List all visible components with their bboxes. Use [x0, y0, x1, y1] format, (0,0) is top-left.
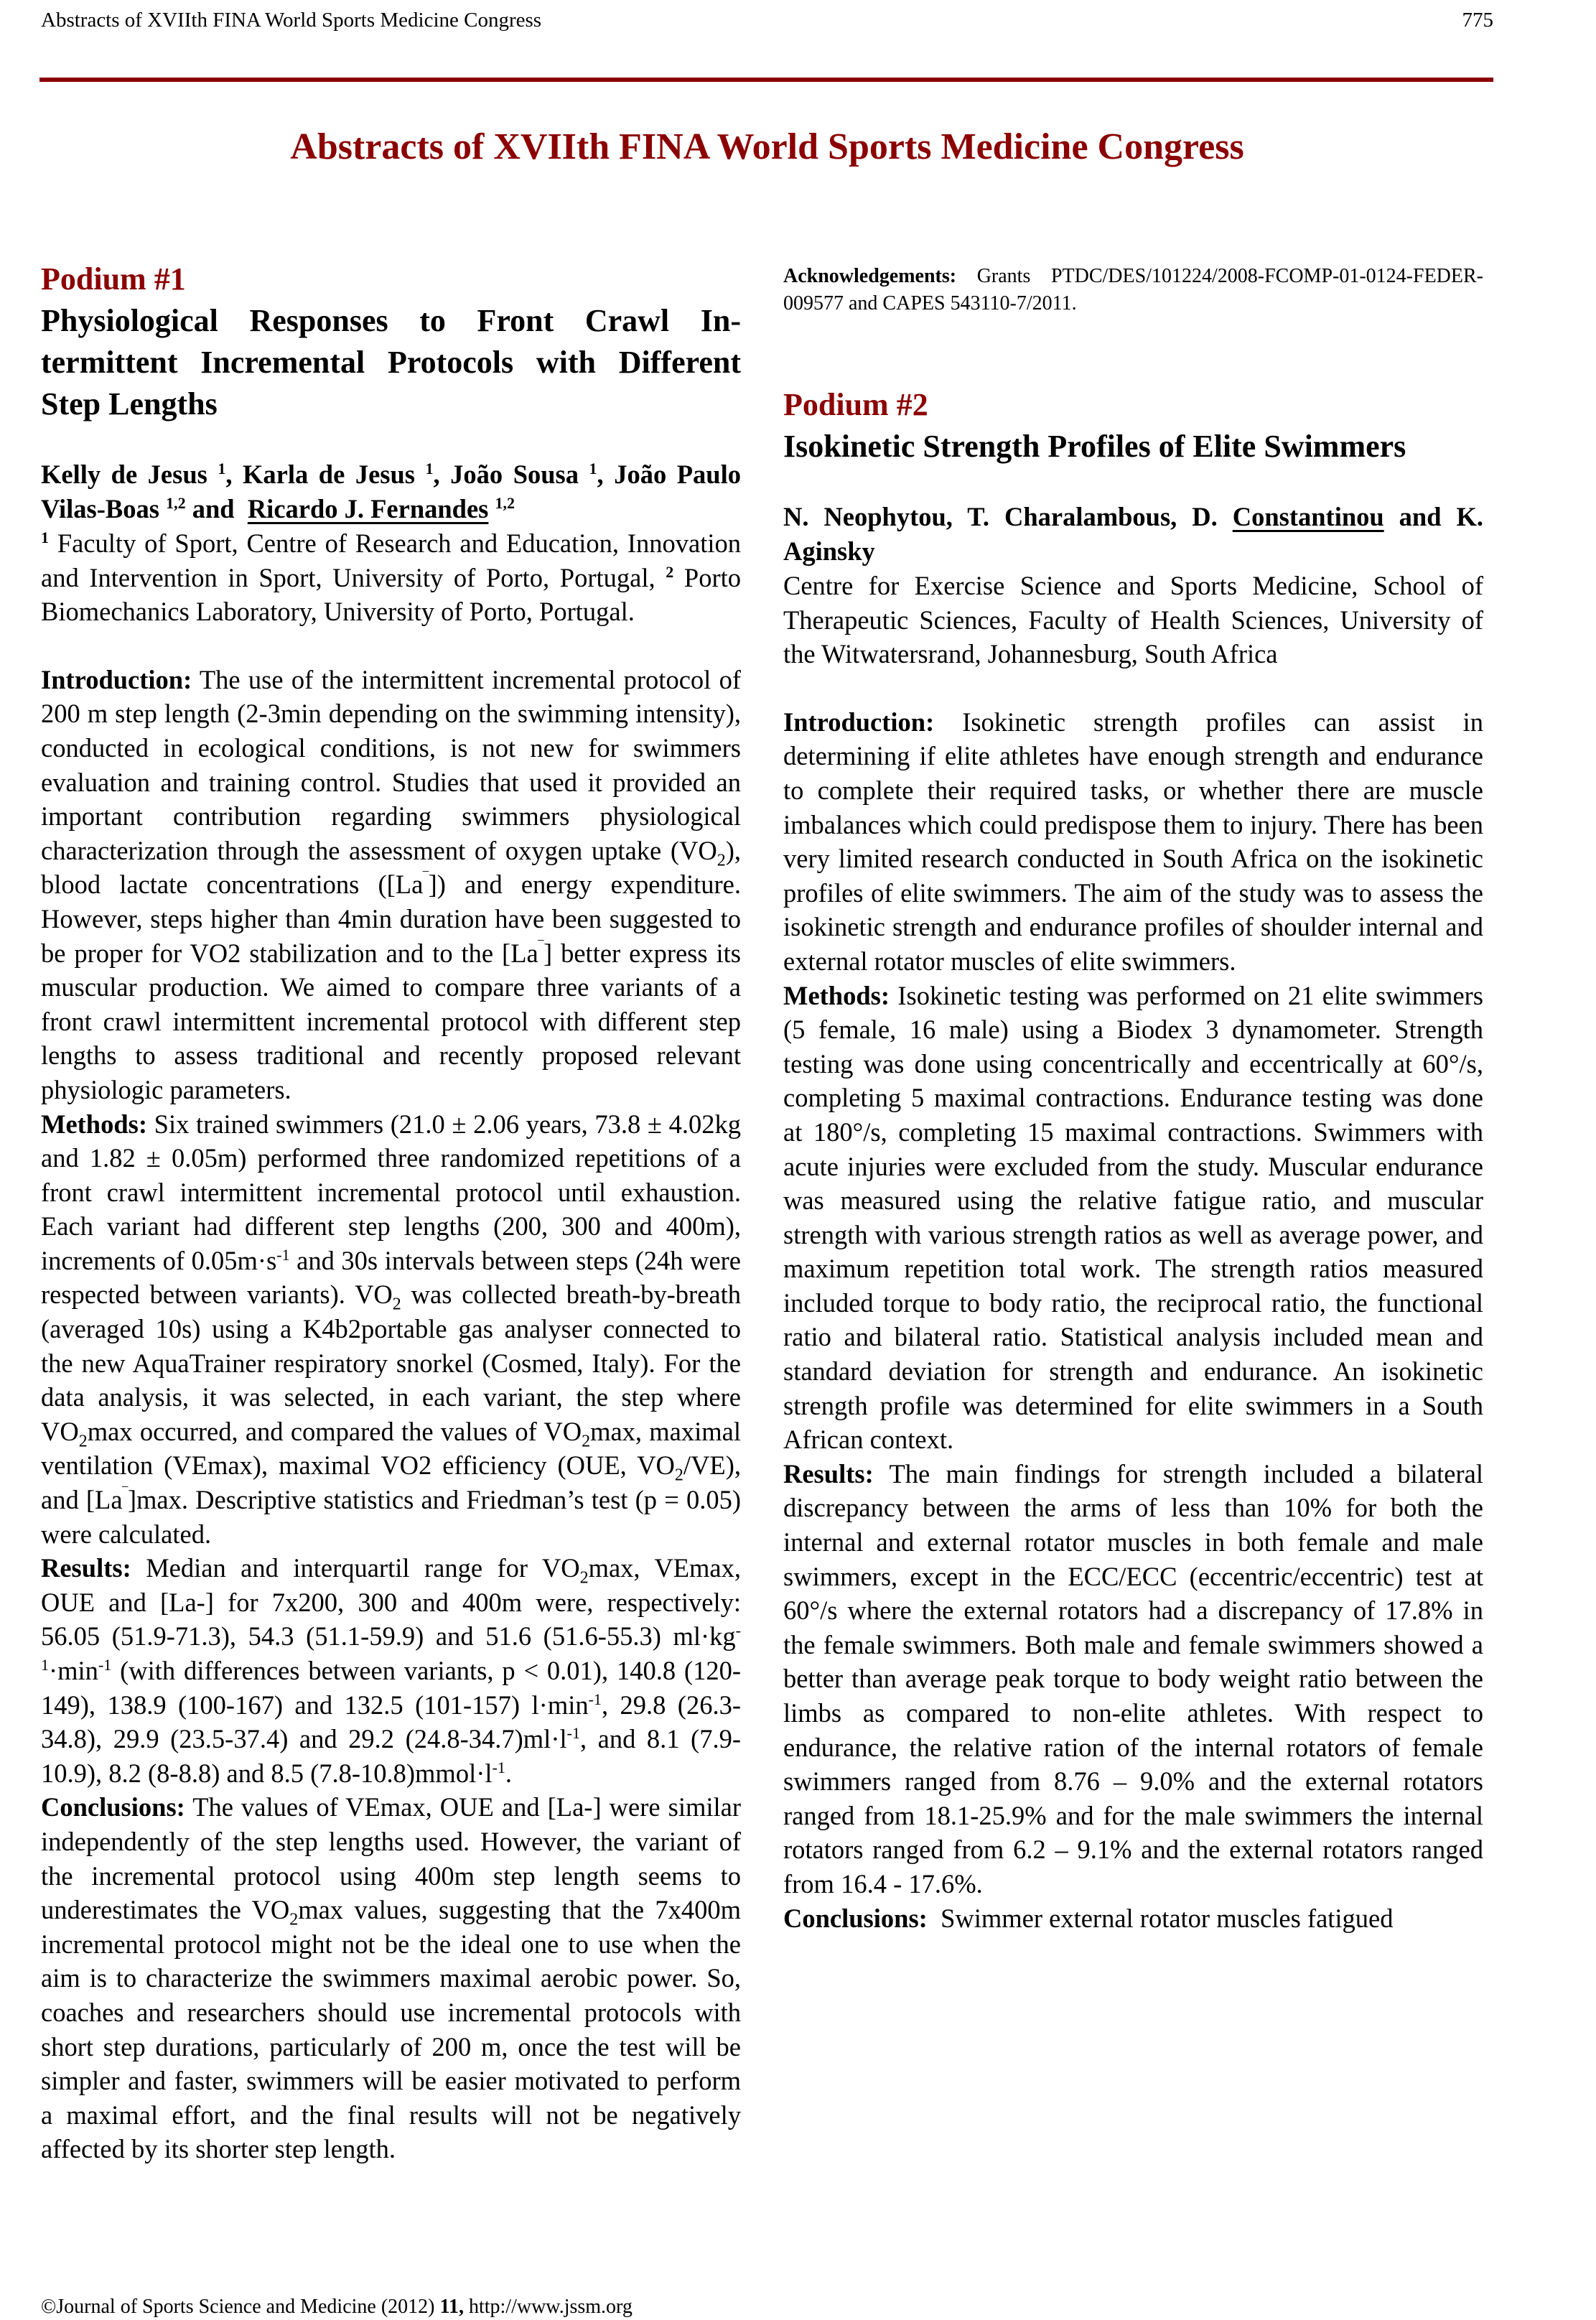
author-name: Karla de Jesus — [243, 460, 415, 489]
subscript: 2 — [582, 1432, 591, 1451]
podium-2-affiliation: Centre for Exercise Science and Sports Medicine, School of Therapeutic Sciences, Faculty of Health Sciences, University of the Witwatersrand, Johannesburg, South Africa — [783, 571, 1483, 669]
author-conjunction: and — [192, 494, 235, 523]
section-label: Results: — [41, 1553, 131, 1583]
affiliation-sup: 2 — [666, 562, 674, 581]
body-text: (with differences between variants, p < 0.01), 140.8 (120-149), 138.9 (100-167) and 132.5 (101-157) l·min — [41, 1656, 741, 1720]
left-column — [41, 260, 741, 2166]
author-affiliation-sup: 1 — [218, 459, 226, 477]
body-text: max, maximal ventilation (VEmax), maximal VO2 efficiency (OUE, VO — [41, 1416, 742, 1481]
body-text: , and 8.1 (7.9-10.9), 8.2 (8-8.8) and 8.5 (7.8-10.8)mmol·l — [41, 1724, 741, 1788]
header-rule — [39, 78, 1493, 82]
running-head — [41, 6, 1493, 34]
podium-1-methods — [41, 1107, 741, 1552]
section-spacer — [783, 317, 1483, 386]
presenting-author-name: Ricardo J. Fernandes — [247, 494, 489, 523]
running-head-title: Abstracts of XVIIth FINA World Sports Medicine Congress — [41, 9, 542, 32]
section-label: Conclusions: — [783, 1903, 928, 1933]
superscript: -1 — [588, 1690, 602, 1708]
superscript: -1 — [41, 1621, 741, 1674]
body-text: Swimmer external rotator muscles fatigued — [941, 1903, 1394, 1933]
body-text: max occurred, and compared the values of VO — [87, 1416, 582, 1446]
podium-1-conclusions — [41, 1790, 741, 2166]
author-affiliation-sup: 1,2 — [495, 493, 515, 512]
subscript: 2 — [289, 1910, 299, 1929]
superscript: -1 — [98, 1655, 112, 1674]
section-label: Methods: — [41, 1109, 148, 1139]
author-name: N. Neophytou, T. Charalambous, D. — [783, 502, 1218, 531]
podium-2-results — [783, 1457, 1483, 1901]
author-affiliation-sup: 1,2 — [166, 493, 186, 512]
presenting-author-name: Constantinou — [1232, 502, 1384, 531]
body-text: max, VEmax, OUE and [La-] for 7x200, 300 and 400m were, respectively: 56.05 (51.9-71.3), 54.3 (51.1-59.9) and 51.6 (51.6-55.3) ml·kg — [41, 1553, 741, 1652]
podium-1-results — [41, 1551, 741, 1790]
page-title: Abstracts of XVIIth FINA World Sports Medicine Congress — [290, 126, 1244, 167]
body-text: Isokinetic testing was performed on 21 elite swimmers (5 female, 16 male) using a Biodex 3 dynamometer. Strength testing was done using concentrically and eccentrically at 60°/s, completing 5 maximal contractions. Endurance testing was done at 180°/s, completing 15 maximal contractions. Swimmers with acute injuries were excluded from the study. Muscular endurance was measured using the relative fatigue ratio, and muscular strength with various strength ratios as well as average power, and maximum repetition total work. The strength ratios measured included torque to body ratio, the reciprocal ratio, the functional ratio and bilateral ratio. Statistical analysis included mean and standard deviation for strength and endurance. An isokinetic strength profile was determined for elite swimmers in a South African context. — [783, 980, 1483, 1455]
body-text: ] better express its muscular production. We aimed to compare three variants of a front crawl intermittent incremental protocol with different step lengths to assess traditional and recently proposed relevant physiologic parameters. — [41, 938, 741, 1104]
subscript: 2 — [579, 1568, 589, 1588]
body-text: and 30s intervals between steps (24h were respected between variants). VO — [41, 1245, 742, 1310]
superscript: ‾ — [423, 870, 429, 888]
body-text: . — [505, 1758, 512, 1788]
podium-2-methods — [783, 979, 1483, 1457]
podium-1-affiliations — [41, 526, 741, 629]
author-name: K. Aginsky — [783, 502, 1484, 566]
section-label: Results: — [783, 1458, 874, 1489]
superscript: -1 — [566, 1724, 580, 1743]
body-text: , 29.8 (26.3-34.8), 29.9 (23.5-37.4) and 29.2 (24.8-34.7)ml·l — [41, 1690, 741, 1754]
body-text: ), blood lactate concentrations ([La — [41, 835, 741, 900]
page-number: 775 — [1462, 9, 1493, 32]
subscript: 2 — [78, 1432, 88, 1451]
podium-1-acknowledgements — [783, 263, 1483, 317]
body-text: max values, suggesting that the 7x400m incremental protocol might not be the ideal one to use when the aim is to characterize the swimmers maximal aerobic power. So, coaches and researchers should use incremental protocols with short step durations, particularly of 200 m, once the test will be simpler and faster, swimmers will be easier motivated to perform a maximal effort, and the final results will not be negatively affected by its shorter step length. — [41, 1895, 741, 2164]
author-affiliation-sup: 1 — [425, 459, 434, 477]
section-label: Acknowledgements: — [783, 265, 957, 287]
subscript: 2 — [674, 1466, 683, 1485]
superscript: ‾ — [538, 938, 544, 956]
author-affiliation-sup: 1 — [589, 459, 597, 477]
body-text: ]) and energy expenditure. However, steps higher than 4min duration have been suggested to be proper for VO2 stabilization and to the [La — [41, 870, 741, 968]
body-text: The values of VEmax, OUE and [La-] were similar independently of the step lengths used. However, the variant of the incremental protocol using 400m step length seems to underestimates the VO — [41, 1792, 741, 1925]
page-footer — [41, 2294, 633, 2320]
acknowledgements-text: Grants PTDC/DES/101224/2008-FCOMP-01-0124-FEDER-009577 and CAPES 543110-7/2011. — [783, 265, 1483, 315]
podium-2-authors — [783, 500, 1483, 569]
podium-2-conclusions — [783, 1901, 1483, 1936]
footer-volume: 11, — [439, 2296, 464, 2318]
body-text: ·min — [49, 1656, 98, 1685]
affiliation-text: Faculty of Sport, Centre of Research and Education, Innovation and Intervention in Sport, University of Porto, Portugal, — [41, 528, 741, 592]
author-conjunction: and — [1399, 502, 1442, 531]
body-text: The use of the intermittent incremental protocol of 200 m step length (2-3min depending on the swimming intensity), conducted in ecological conditions, is not new for swimmers evaluation and training control. Studies that used it provided an important contribution regarding swimmers physiological characterization through the assessment of oxygen uptake (VO — [41, 664, 741, 865]
section-label: Introduction: — [41, 664, 192, 694]
superscript: -1 — [276, 1245, 290, 1264]
subscript: 2 — [717, 851, 726, 870]
section-label: Conclusions: — [41, 1792, 185, 1822]
superscript: ‾ — [122, 1484, 128, 1503]
body-text: ]max. Descriptive statistics and Friedman’s test (p = 0.05) were calculated. — [41, 1485, 741, 1549]
author-name: João Sousa — [450, 460, 579, 489]
author-name: Kelly de Jesus — [41, 460, 207, 489]
podium-1-label: Podium #1 — [41, 261, 186, 297]
superscript: -1 — [492, 1758, 505, 1776]
footer-journal: ©Journal of Sports Science and Medicine (2012) — [41, 2296, 435, 2318]
footer-url[interactable]: http://www.jssm.org — [468, 2296, 633, 2318]
podium-2-introduction — [783, 705, 1483, 979]
podium-2-label: Podium #2 — [783, 387, 928, 422]
affiliation-sup: 1 — [41, 528, 49, 546]
body-text: Six trained swimmers (21.0 ± 2.06 years, 73.8 ± 4.02kg and 1.82 ± 0.05m) performed three randomized repetitions of a front crawl intermittent incremental protocol until exhaustion. Each variant had different step lengths (200, 300 and 400m), increments of 0.05m·s — [41, 1109, 741, 1275]
section-label: Methods: — [783, 980, 890, 1010]
affiliation-text: Porto Biomechanics Laboratory, University of Porto, Portugal. — [41, 562, 742, 627]
body-text: Isokinetic strength profiles can assist in determining if elite athletes have enough strength and endurance to complete their required tasks, or whether there are muscle imbalances which could predispose them to injury. There has been very limited research conducted in South Africa on the isokinetic profiles of elite swimmers. The aim of the study was to assess the isokinetic strength and endurance profiles of shoulder internal and external rotator muscles of elite swimmers. — [783, 707, 1483, 976]
podium-1-introduction — [41, 663, 741, 1107]
section-label: Introduction: — [783, 707, 935, 737]
subscript: 2 — [392, 1295, 401, 1314]
author-name: João Paulo Vilas-Boas — [41, 460, 741, 523]
right-column — [783, 263, 1483, 1935]
body-text: The main findings for strength included a bilateral discrepancy between the arms of less than 10% for both the internal and external rotator muscles in both female and male swimmers, except in the ECC/ECC (eccentric/eccentric) test at 60°/s where the external rotators had a discrepancy of 17.8% in the female swimmers. Both male and female swimmers showed a better than average peak torque to body weight ratio between the limbs as compared to non-elite athletes. With respect to endurance, the relative ration of the internal rotators of female swimmers ranged from 8.76 – 9.0% and the external rotators ranged from 18.1-25.9% and for the male swimmers the internal rotators ranged from 6.2 – 9.1% and the external rotators ranged from 16.4 - 17.6%. — [783, 1458, 1483, 1899]
body-text: was collected breath-by-breath (averaged 10s) using a K4b2portable gas analyser connected to the new AquaTrainer respiratory snorkel (Cosmed, Italy). For the data analysis, it was selected, in each variant, the step where VO — [41, 1280, 741, 1446]
podium-1-authors: Kelly de Jesus $^1$, Karla de Jesus $^1$, João Sousa $^1$, João Paulo Vilas-Boas $^{1,2}$ and Ricardo J. Fernandes $^{1,2}$ — [41, 459, 741, 523]
body-text: /VE), and [La — [41, 1450, 741, 1515]
podium-2-title: Isokinetic Strength Profiles of Elite Swimmers — [783, 429, 1406, 464]
body-text: Median and interquartil range for VO — [146, 1553, 580, 1583]
podium-1-title: Physiological Responses to Front Crawl Intermittent Incremental Protocols with Different Step Lengths — [41, 303, 741, 421]
